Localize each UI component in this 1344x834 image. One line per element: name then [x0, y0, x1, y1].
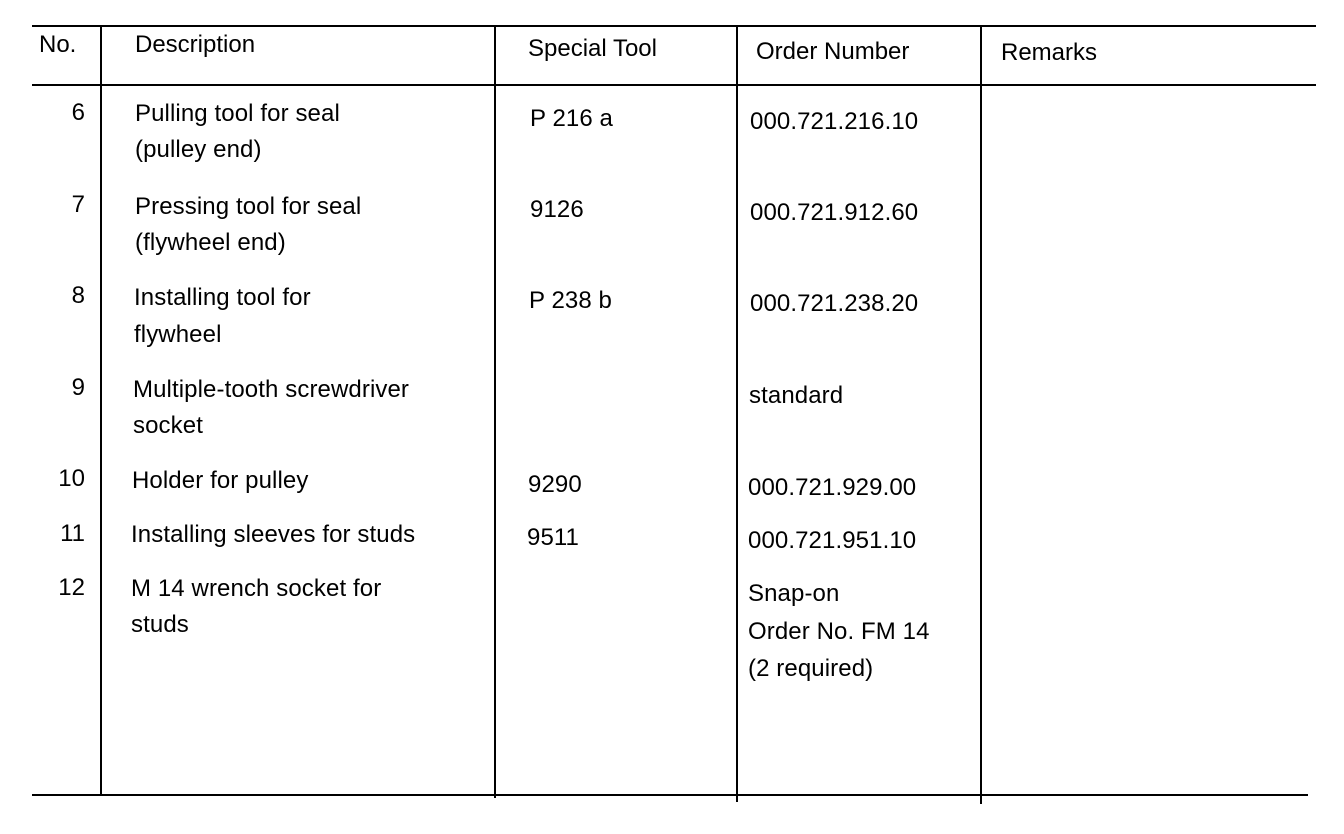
row-12-order-line2: Order No. FM 14 [748, 618, 930, 645]
header-remarks: Remarks [1001, 39, 1098, 66]
row-9-no: 9 [71, 374, 85, 401]
row-8-special-tool: P 238 b [529, 287, 613, 314]
row-7-no: 7 [71, 191, 85, 218]
row-8-description-line2: flywheel [134, 321, 222, 348]
row-6-no: 6 [71, 99, 85, 126]
row-10-order-number: 000.721.929.00 [748, 474, 917, 501]
row-9-description-line2: socket [133, 412, 203, 439]
row-12-no: 12 [58, 574, 85, 601]
row-7-description-line2: (flywheel end) [135, 229, 286, 256]
header-special-tool: Special Tool [528, 35, 657, 62]
header-top-rule [32, 25, 1316, 27]
row-7-description-line1: Pressing tool for seal [135, 193, 362, 220]
row-10-special-tool: 9290 [528, 471, 582, 498]
row-9-order-number: standard [749, 382, 844, 409]
header-description: Description [135, 31, 256, 58]
row-12-description-line2: studs [131, 611, 189, 638]
header-no: No. [39, 31, 77, 58]
header-bottom-rule [32, 84, 1316, 86]
column-divider-order-number [980, 26, 982, 804]
column-divider-description [494, 26, 496, 798]
column-divider-no [100, 26, 102, 796]
row-6-order-number: 000.721.216.10 [750, 108, 919, 135]
row-11-no: 11 [60, 520, 85, 547]
row-12-description-line1: M 14 wrench socket for [131, 575, 382, 602]
row-11-order-number: 000.721.951.10 [748, 527, 917, 554]
row-12-order-line1: Snap-on [748, 580, 840, 607]
row-6-description-line1: Pulling tool for seal [135, 100, 340, 127]
row-7-order-number: 000.721.912.60 [750, 199, 919, 226]
row-9-description-line1: Multiple-tooth screwdriver [133, 376, 410, 403]
row-8-description-line1: Installing tool for [134, 284, 311, 311]
row-11-special-tool: 9511 [527, 524, 580, 551]
row-12-order-line3: (2 required) [748, 655, 874, 682]
row-8-order-number: 000.721.238.20 [750, 290, 919, 317]
row-11-description-line1: Installing sleeves for studs [131, 521, 416, 548]
header-order-number: Order Number [756, 38, 910, 65]
column-divider-special-tool [736, 26, 738, 802]
row-6-description-line2: (pulley end) [135, 136, 262, 163]
row-6-special-tool: P 216 a [530, 105, 614, 132]
row-10-no: 10 [58, 465, 85, 492]
row-10-description-line1: Holder for pulley [132, 467, 309, 494]
row-7-special-tool: 9126 [530, 196, 584, 223]
table-bottom-rule [32, 794, 1308, 796]
row-8-no: 8 [71, 282, 85, 309]
